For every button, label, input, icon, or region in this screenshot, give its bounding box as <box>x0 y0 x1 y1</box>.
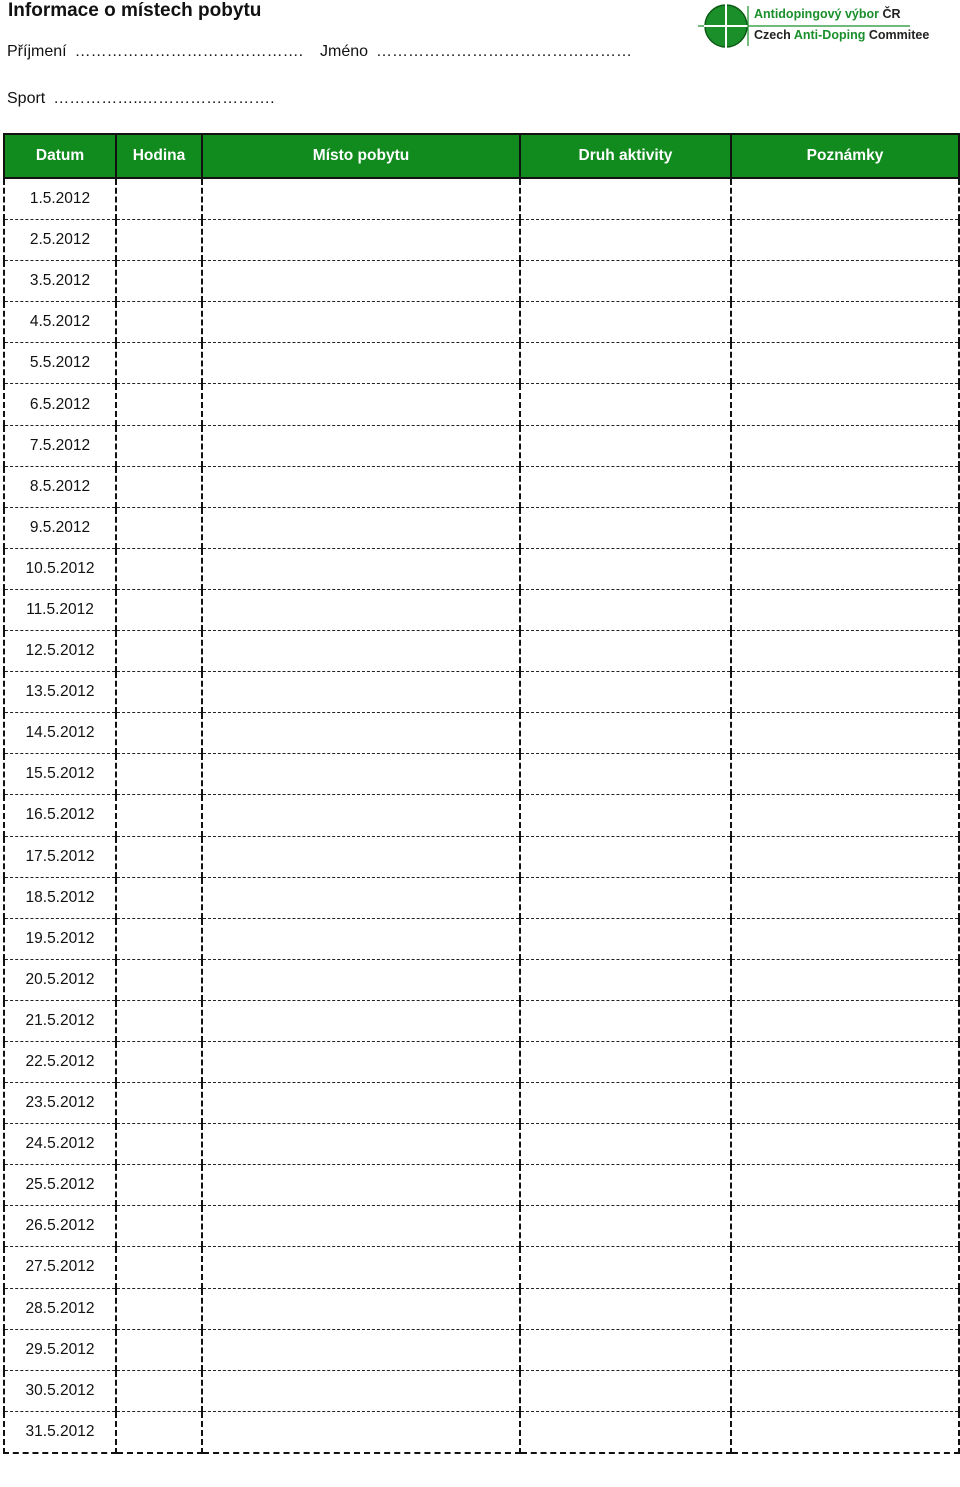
first-name-field[interactable] <box>320 43 632 61</box>
activity-cell[interactable] <box>520 1288 731 1329</box>
activity-cell[interactable] <box>520 1329 731 1370</box>
logo-text-line1 <box>754 7 901 21</box>
activity-cell[interactable] <box>520 507 731 548</box>
date-cell: 8.5.2012 <box>4 466 116 507</box>
table-row <box>4 959 959 1000</box>
notes-cell[interactable] <box>731 836 959 877</box>
surname-label: Příjmení <box>7 43 67 60</box>
activity-cell[interactable] <box>520 261 731 302</box>
column-header-datum: Datum <box>4 134 116 178</box>
activity-cell[interactable] <box>520 672 731 713</box>
column-header-druh-aktivity: Druh aktivity <box>520 134 731 178</box>
activity-cell[interactable] <box>520 343 731 384</box>
date-cell: 16.5.2012 <box>4 795 116 836</box>
date-cell: 19.5.2012 <box>4 918 116 959</box>
table-body <box>4 178 959 1453</box>
activity-cell[interactable] <box>520 795 731 836</box>
activity-cell[interactable] <box>520 466 731 507</box>
place-cell[interactable] <box>202 261 520 302</box>
date-cell: 7.5.2012 <box>4 425 116 466</box>
notes-cell[interactable] <box>731 302 959 343</box>
date-cell: 1.5.2012 <box>4 178 116 220</box>
table-row <box>4 1083 959 1124</box>
hour-cell[interactable] <box>116 507 202 548</box>
table-row <box>4 507 959 548</box>
notes-cell[interactable] <box>731 754 959 795</box>
notes-cell[interactable] <box>731 877 959 918</box>
table-row <box>4 1206 959 1247</box>
notes-cell[interactable] <box>731 1083 959 1124</box>
place-cell[interactable] <box>202 178 520 220</box>
notes-cell[interactable] <box>731 959 959 1000</box>
table-row <box>4 1124 959 1165</box>
place-cell[interactable] <box>202 836 520 877</box>
date-cell: 23.5.2012 <box>4 1083 116 1124</box>
place-cell[interactable] <box>202 220 520 261</box>
hour-cell[interactable] <box>116 1206 202 1247</box>
hour-cell[interactable] <box>116 754 202 795</box>
table-row <box>4 877 959 918</box>
date-cell: 10.5.2012 <box>4 548 116 589</box>
notes-cell[interactable] <box>731 1370 959 1411</box>
notes-cell[interactable] <box>731 795 959 836</box>
place-cell[interactable] <box>202 672 520 713</box>
notes-cell[interactable] <box>731 1165 959 1206</box>
table-row <box>4 918 959 959</box>
date-cell: 29.5.2012 <box>4 1329 116 1370</box>
hour-cell[interactable] <box>116 384 202 425</box>
table-header-row <box>4 134 959 178</box>
date-cell: 18.5.2012 <box>4 877 116 918</box>
place-cell[interactable] <box>202 425 520 466</box>
date-cell: 9.5.2012 <box>4 507 116 548</box>
place-cell[interactable] <box>202 918 520 959</box>
date-cell: 25.5.2012 <box>4 1165 116 1206</box>
table-row <box>4 713 959 754</box>
table-row <box>4 1000 959 1041</box>
notes-cell[interactable] <box>731 425 959 466</box>
place-cell[interactable] <box>202 631 520 672</box>
place-cell[interactable] <box>202 1247 520 1288</box>
activity-cell[interactable] <box>520 1165 731 1206</box>
date-cell: 15.5.2012 <box>4 754 116 795</box>
hour-cell[interactable] <box>116 343 202 384</box>
notes-cell[interactable] <box>731 548 959 589</box>
place-cell[interactable] <box>202 1083 520 1124</box>
notes-cell[interactable] <box>731 631 959 672</box>
notes-cell[interactable] <box>731 343 959 384</box>
logo-text-cz: Antidopingový výbor <box>754 7 879 21</box>
place-cell[interactable] <box>202 959 520 1000</box>
activity-cell[interactable] <box>520 548 731 589</box>
logo-text-czech: Czech <box>754 28 791 42</box>
date-cell: 12.5.2012 <box>4 631 116 672</box>
date-cell: 4.5.2012 <box>4 302 116 343</box>
first-name-blank[interactable]: ………………………………………… <box>376 43 633 60</box>
notes-cell[interactable] <box>731 672 959 713</box>
logo-text-antidoping: Anti-Doping <box>793 28 866 42</box>
table-row <box>4 220 959 261</box>
hour-cell[interactable] <box>116 795 202 836</box>
sport-blank[interactable]: ……………..……………………. <box>53 90 275 107</box>
table-row <box>4 261 959 302</box>
date-cell: 26.5.2012 <box>4 1206 116 1247</box>
date-cell: 24.5.2012 <box>4 1124 116 1165</box>
hour-cell[interactable] <box>116 1288 202 1329</box>
surname-blank[interactable]: ……………………………………. <box>74 43 304 60</box>
page-title: Informace o místech pobytu <box>8 0 262 21</box>
table-row <box>4 466 959 507</box>
notes-cell[interactable] <box>731 713 959 754</box>
place-cell[interactable] <box>202 754 520 795</box>
notes-cell[interactable] <box>731 1329 959 1370</box>
sport-label: Sport <box>7 90 46 107</box>
notes-cell[interactable] <box>731 507 959 548</box>
hour-cell[interactable] <box>116 1370 202 1411</box>
place-cell[interactable] <box>202 1124 520 1165</box>
hour-cell[interactable] <box>116 1411 202 1453</box>
activity-cell[interactable] <box>520 1370 731 1411</box>
notes-cell[interactable] <box>731 1411 959 1453</box>
hour-cell[interactable] <box>116 1329 202 1370</box>
hour-cell[interactable] <box>116 1124 202 1165</box>
table-row <box>4 1288 959 1329</box>
hour-cell[interactable] <box>116 261 202 302</box>
date-cell: 21.5.2012 <box>4 1000 116 1041</box>
activity-cell[interactable] <box>520 425 731 466</box>
table-row <box>4 1041 959 1082</box>
activity-cell[interactable] <box>520 918 731 959</box>
antidoping-logo <box>698 2 948 52</box>
table-row <box>4 631 959 672</box>
logo-text-cr: ČR <box>882 7 901 21</box>
notes-cell[interactable] <box>731 466 959 507</box>
notes-cell[interactable] <box>731 1206 959 1247</box>
notes-cell[interactable] <box>731 261 959 302</box>
notes-cell[interactable] <box>731 384 959 425</box>
notes-cell[interactable] <box>731 1124 959 1165</box>
hour-cell[interactable] <box>116 672 202 713</box>
place-cell[interactable] <box>202 1370 520 1411</box>
activity-cell[interactable] <box>520 631 731 672</box>
activity-cell[interactable] <box>520 220 731 261</box>
table-row <box>4 1329 959 1370</box>
first-name-label: Jméno <box>320 43 369 60</box>
place-cell[interactable] <box>202 1000 520 1041</box>
table-row <box>4 384 959 425</box>
place-cell[interactable] <box>202 384 520 425</box>
notes-cell[interactable] <box>731 589 959 630</box>
place-cell[interactable] <box>202 343 520 384</box>
sport-field[interactable] <box>7 90 275 108</box>
activity-cell[interactable] <box>520 836 731 877</box>
place-cell[interactable] <box>202 1288 520 1329</box>
hour-cell[interactable] <box>116 836 202 877</box>
hour-cell[interactable] <box>116 302 202 343</box>
date-cell: 5.5.2012 <box>4 343 116 384</box>
date-cell: 2.5.2012 <box>4 220 116 261</box>
date-cell: 22.5.2012 <box>4 1041 116 1082</box>
place-cell[interactable] <box>202 466 520 507</box>
date-cell: 6.5.2012 <box>4 384 116 425</box>
hour-cell[interactable] <box>116 178 202 220</box>
activity-cell[interactable] <box>520 754 731 795</box>
date-cell: 20.5.2012 <box>4 959 116 1000</box>
notes-cell[interactable] <box>731 220 959 261</box>
place-cell[interactable] <box>202 302 520 343</box>
date-cell: 14.5.2012 <box>4 713 116 754</box>
table-row <box>4 302 959 343</box>
place-cell[interactable] <box>202 877 520 918</box>
table-row <box>4 589 959 630</box>
table-row <box>4 178 959 220</box>
notes-cell[interactable] <box>731 1247 959 1288</box>
activity-cell[interactable] <box>520 713 731 754</box>
table-row <box>4 1370 959 1411</box>
hour-cell[interactable] <box>116 425 202 466</box>
column-header-hodina: Hodina <box>116 134 202 178</box>
activity-cell[interactable] <box>520 1083 731 1124</box>
table-row <box>4 754 959 795</box>
hour-cell[interactable] <box>116 1165 202 1206</box>
date-cell: 30.5.2012 <box>4 1370 116 1411</box>
activity-cell[interactable] <box>520 1247 731 1288</box>
notes-cell[interactable] <box>731 178 959 220</box>
date-cell: 31.5.2012 <box>4 1411 116 1453</box>
activity-cell[interactable] <box>520 1411 731 1453</box>
logo-text-commitee: Commitee <box>868 28 930 42</box>
table-row <box>4 1411 959 1453</box>
notes-cell[interactable] <box>731 1041 959 1082</box>
column-header-misto-pobytu: Místo pobytu <box>202 134 520 178</box>
hour-cell[interactable] <box>116 220 202 261</box>
column-header-poznamky: Poznámky <box>731 134 959 178</box>
notes-cell[interactable] <box>731 1000 959 1041</box>
place-cell[interactable] <box>202 1329 520 1370</box>
activity-cell[interactable] <box>520 384 731 425</box>
hour-cell[interactable] <box>116 918 202 959</box>
surname-field[interactable] <box>7 43 303 61</box>
place-cell[interactable] <box>202 548 520 589</box>
hour-cell[interactable] <box>116 1083 202 1124</box>
hour-cell[interactable] <box>116 877 202 918</box>
activity-cell[interactable] <box>520 589 731 630</box>
activity-cell[interactable] <box>520 178 731 220</box>
date-cell: 27.5.2012 <box>4 1247 116 1288</box>
table-row <box>4 1247 959 1288</box>
hour-cell[interactable] <box>116 1247 202 1288</box>
activity-cell[interactable] <box>520 1206 731 1247</box>
date-cell: 28.5.2012 <box>4 1288 116 1329</box>
hour-cell[interactable] <box>116 466 202 507</box>
table-row <box>4 425 959 466</box>
activity-cell[interactable] <box>520 959 731 1000</box>
logo-text-line2 <box>754 28 929 42</box>
hour-cell[interactable] <box>116 959 202 1000</box>
date-cell: 13.5.2012 <box>4 672 116 713</box>
hour-cell[interactable] <box>116 631 202 672</box>
hour-cell[interactable] <box>116 589 202 630</box>
table-row <box>4 343 959 384</box>
table-row <box>4 548 959 589</box>
place-cell[interactable] <box>202 1165 520 1206</box>
place-cell[interactable] <box>202 1041 520 1082</box>
hour-cell[interactable] <box>116 548 202 589</box>
place-cell[interactable] <box>202 1206 520 1247</box>
hour-cell[interactable] <box>116 1000 202 1041</box>
date-cell: 11.5.2012 <box>4 589 116 630</box>
table-row <box>4 672 959 713</box>
activity-cell[interactable] <box>520 1041 731 1082</box>
date-cell: 17.5.2012 <box>4 836 116 877</box>
table-row <box>4 836 959 877</box>
notes-cell[interactable] <box>731 918 959 959</box>
table-row <box>4 795 959 836</box>
activity-cell[interactable] <box>520 302 731 343</box>
hour-cell[interactable] <box>116 1041 202 1082</box>
table-row <box>4 1165 959 1206</box>
place-cell[interactable] <box>202 507 520 548</box>
activity-cell[interactable] <box>520 877 731 918</box>
place-cell[interactable] <box>202 795 520 836</box>
place-cell[interactable] <box>202 589 520 630</box>
notes-cell[interactable] <box>731 1288 959 1329</box>
activity-cell[interactable] <box>520 1000 731 1041</box>
place-cell[interactable] <box>202 1411 520 1453</box>
date-cell: 3.5.2012 <box>4 261 116 302</box>
hour-cell[interactable] <box>116 713 202 754</box>
activity-cell[interactable] <box>520 1124 731 1165</box>
whereabouts-table <box>3 133 960 1454</box>
place-cell[interactable] <box>202 713 520 754</box>
